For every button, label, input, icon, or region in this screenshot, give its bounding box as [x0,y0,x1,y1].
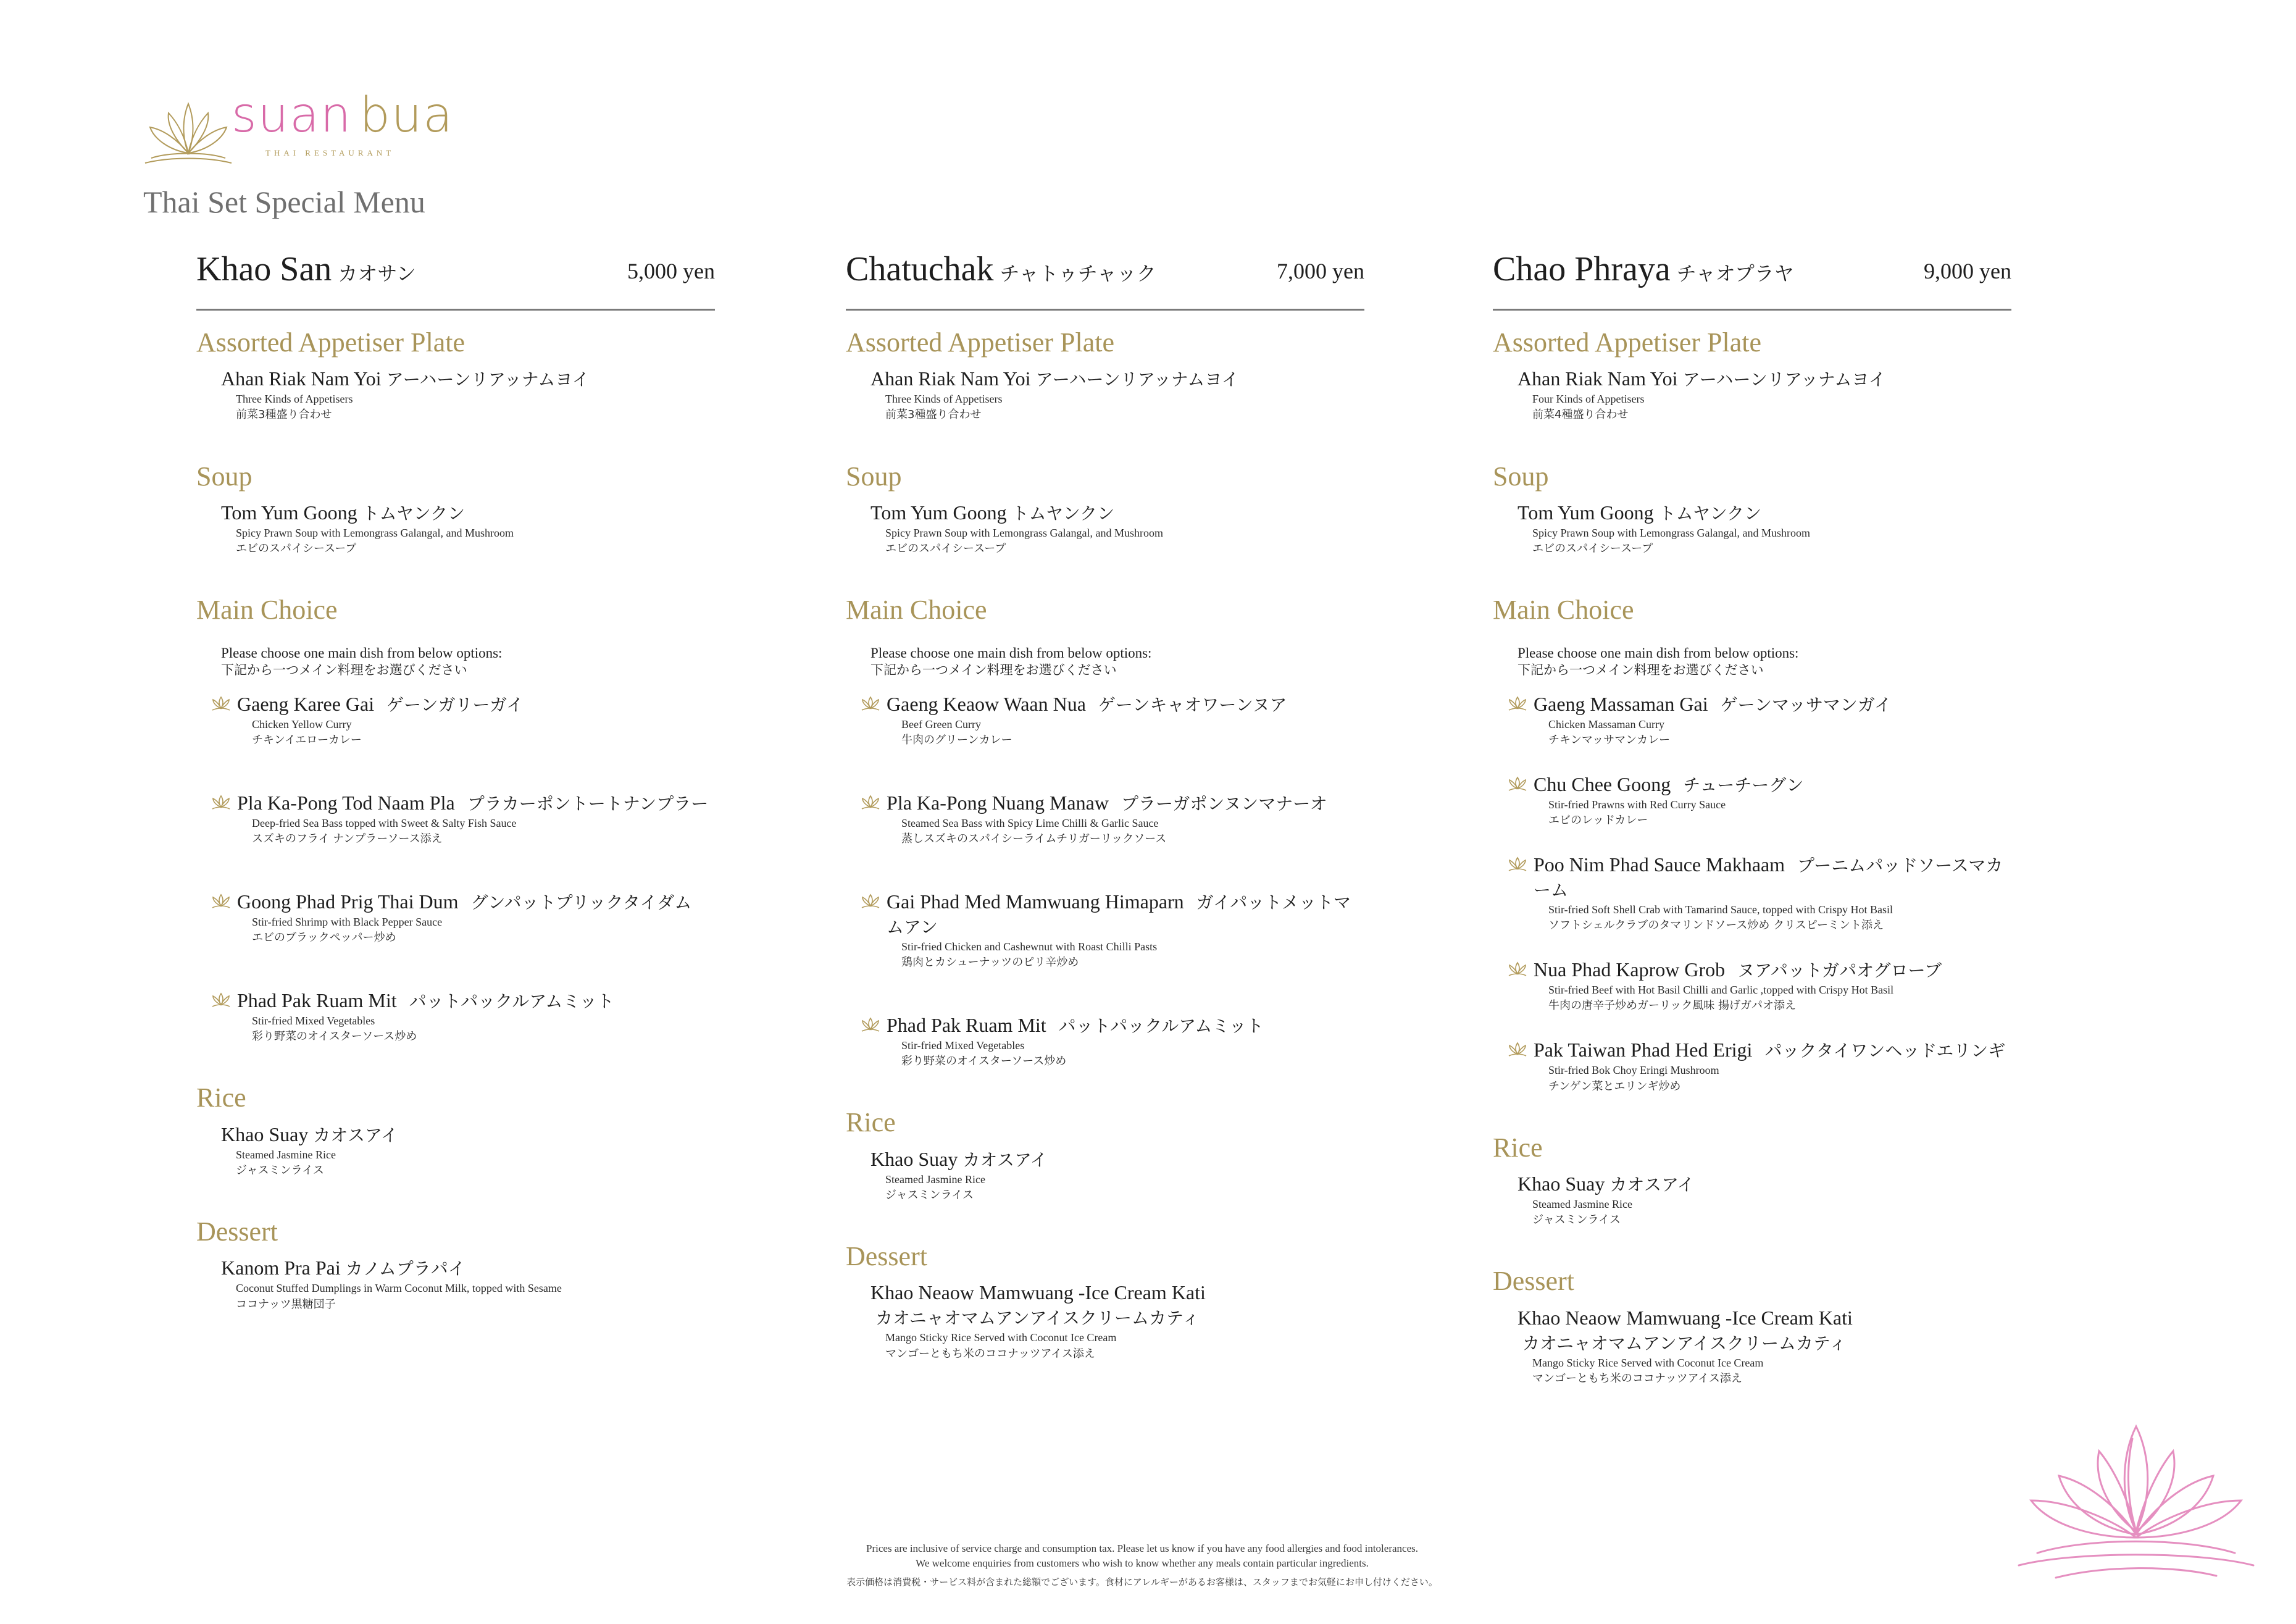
course-name-en: Khao San [196,250,332,288]
section-title: Soup [1493,461,1549,492]
main-choice-option [209,692,715,748]
course-column [846,247,1364,1362]
choice-note-en: Please choose one main dish from below options: [221,645,503,661]
dish-name-en: Phad Pak Ruam Mit [237,989,397,1012]
menu-section [846,1242,1364,1362]
main-choice-option [209,889,715,946]
dish-description-en: Beef Green Curry [901,718,981,730]
dish-name-jp: カオニャオマムアンアイスクリームカティ [875,1308,1200,1329]
dish-name-en: Kanom Pra Pai [221,1257,341,1279]
menu-section [1493,595,2011,1095]
course-price: 9,000 yen [1924,259,2011,283]
dish-description-en: Stir-fried Mixed Vegetables [252,1015,375,1028]
dish-description-en: Stir-fried Prawns with Red Curry Sauce [1548,798,1726,811]
dish-description-en: Deep-fried Sea Bass topped with Sweet & Salty Fish Sauce [252,816,517,829]
dish-name-jp: グンパットプリックタイダム [470,892,692,913]
menu-dish [221,1122,715,1179]
dish-description-jp: ジャスミンライス [236,1163,324,1177]
dish-name-en: Khao Suay [870,1147,958,1170]
menu-section [846,462,1364,558]
restaurant-logo [139,88,460,178]
dish-name [870,500,1364,525]
dish-name-jp: プラカーポントートナンプラー [467,793,709,814]
dish-description-en: Steamed Sea Bass with Spicy Lime Chilli & Garlic Sauce [901,816,1159,829]
choice-note [870,644,1364,679]
dish-name-en: Khao Neaow Mamwuang -Ice Cream Kati [1517,1306,1853,1329]
dish-name [887,692,1364,716]
main-choice-option [1505,852,2011,934]
main-choice-option [1505,692,2011,748]
lotus-bullet-icon [1505,776,1530,792]
dish-name-en: Pla Ka-Pong Nuang Manaw [887,791,1109,814]
dish-description-en: Steamed Jasmine Rice [885,1173,985,1186]
lotus-bullet-icon [1505,1041,1530,1057]
dish-name-en: Ahan Riak Nam Yoi [1517,367,1678,390]
dish-description-en: Spicy Prawn Soup with Lemongrass Galangal, and Mushroom [1532,526,1810,539]
dish-description-jp: マンゴーともち米のココナッツアイス添え [1532,1371,1742,1385]
dish-name-en: Khao Neaow Mamwuang -Ice Cream Kati [870,1281,1206,1304]
section-title: Main Choice [1493,595,1634,626]
dish-description-en: Spicy Prawn Soup with Lemongrass Galangal, and Mushroom [885,526,1163,539]
dish-description-en: Three Kinds of Appetisers [236,393,353,406]
dish-name [1517,1305,2011,1355]
menu-section [196,1217,715,1313]
dish-name-en: Chu Chee Goong [1534,772,1671,795]
course-column [196,247,715,1313]
menu-dish [221,1255,715,1312]
dish-description-jp: ジャスミンライス [885,1188,974,1202]
dish-description-en: Stir-fried Bok Choy Eringi Mushroom [1548,1064,1719,1077]
section-title: Dessert [846,1241,927,1272]
dish-name [1534,957,2011,982]
dish-name [221,500,715,525]
lotus-bullet-icon [209,695,233,711]
section-title: Soup [196,461,253,492]
dish-name-jp: パットパックルアムミット [1058,1016,1264,1037]
dish-name [221,366,715,391]
dish-description-jp: チンゲン菜とエリンギ炒め [1548,1079,1681,1093]
dish-name-en: Gaeng Karee Gai [237,692,375,715]
menu-dish [1517,1171,2011,1228]
dish-name-en: Nua Phad Kaprow Grob [1534,958,1726,981]
dish-description-jp: 前菜3種盛り合わせ [885,408,982,422]
dish-description-jp: 牛肉の唐辛子炒めガーリック風味 揚げガパオ添え [1548,999,1796,1013]
dish-description-jp: チキンイエローカレー [252,733,362,747]
main-choice-option [858,1013,1364,1069]
menu-section [196,328,715,424]
dish-name [1517,366,2011,391]
menu-dish [221,366,715,423]
dish-name [1534,772,2011,797]
dish-name-jp: ゲーンキャオワーンヌア [1098,694,1287,715]
dish-name-en: Pla Ka-Pong Tod Naam Pla [237,791,455,814]
brand-name [232,88,454,143]
dish-name-jp: カノムプラパイ [345,1258,465,1279]
section-title: Assorted Appetiser Plate [846,327,1115,358]
dish-name-en: Gaeng Keaow Waan Nua [887,692,1086,715]
dish-name [887,1013,1364,1037]
dish-name-en: Gai Phad Med Mamwuang Himaparn [887,890,1184,913]
choice-note-jp: 下記から一つメイン料理をお選びください [221,663,467,678]
menu-dish [1517,500,2011,557]
course-name [846,249,1156,289]
course-name [196,249,416,289]
dish-name [887,790,1364,815]
menu-section [846,595,1364,1069]
choice-note-jp: 下記から一つメイン料理をお選びください [870,663,1117,678]
dish-name [237,988,715,1013]
course-column [1493,247,2011,1387]
course-name-jp: チャトゥチャック [1000,262,1156,285]
dish-name-jp: ガイパットメットマムアン [887,892,1351,938]
dish-description-jp: マンゴーともち米のココナッツアイス添え [885,1347,1095,1360]
course-header [1493,247,2011,311]
dish-name-jp: カオスアイ [962,1149,1048,1170]
dish-name [887,889,1364,939]
dish-name [870,366,1364,391]
dish-name [237,790,715,815]
dish-name-jp: パックタイワンヘッドエリンギ [1764,1040,2006,1061]
course-header [846,247,1364,311]
menu-dish [870,1147,1364,1203]
dish-description-jp: チキンマッサマンカレー [1548,733,1671,747]
choice-note-en: Please choose one main dish from below options: [870,645,1152,661]
footer-line-2: We welcome enquiries from customers who wish to know whether any meals contain particular ingredients. [916,1557,1369,1569]
section-title: Main Choice [846,595,987,626]
menu-section [196,1083,715,1179]
dish-name-en: Ahan Riak Nam Yoi [221,367,382,390]
lotus-bullet-icon [1505,961,1530,977]
menu-section [1493,1133,2011,1229]
dish-description-en: Four Kinds of Appetisers [1532,393,1645,406]
choice-note-jp: 下記から一つメイン料理をお選びください [1517,663,1764,678]
dish-description-en: Stir-fried Beef with Hot Basil Chilli and Garlic ,topped with Crispy Hot Basil [1548,984,1894,997]
page-title: Thai Set Special Menu [143,185,425,219]
dish-description-en: Mango Sticky Rice Served with Coconut Ice Cream [885,1331,1117,1344]
dish-description-jp: スズキのフライ ナンプラーソース添え [252,832,443,846]
main-choice-option [209,988,715,1045]
dish-name [221,1255,715,1280]
dish-description-jp: エビのスパイシースープ [236,542,357,556]
dish-name-jp: ゲーンガリーガイ [386,694,524,715]
course-price: 7,000 yen [1277,259,1364,283]
menu-dish [870,500,1364,557]
menu-section [1493,328,2011,424]
dish-name [870,1147,1364,1171]
lotus-flower-icon [2000,1414,2272,1599]
dish-name-jp: アーハーンリアッナムヨイ [1035,369,1239,390]
dish-description-en: Three Kinds of Appetisers [885,393,1003,406]
lotus-bullet-icon [1505,856,1530,872]
footer-line-jp: 表示価格は消費税・サービス料が含まれた総額でございます。食材にアレルギーがあるお客様は、スタッフまでお気軽にお申し付けください。 [846,1576,1438,1588]
course-price: 5,000 yen [627,259,715,283]
menu-dish [870,366,1364,423]
brand-name-part1: suan [232,88,353,143]
dish-description-jp: エビのブラックペッパー炒め [252,931,396,945]
dish-description-en: Stir-fried Soft Shell Crab with Tamarind Sauce, topped with Crispy Hot Basil [1548,903,1893,916]
footer-notice [617,1541,1667,1589]
dish-description-jp: 彩り野菜のオイスターソース炒め [252,1030,417,1044]
menu-section [196,595,715,1045]
dish-description-en: Spicy Prawn Soup with Lemongrass Galangal, and Mushroom [236,526,514,539]
section-title: Assorted Appetiser Plate [196,327,465,358]
dish-name [1534,692,2011,716]
lotus-bullet-icon [858,794,883,810]
dish-description-jp: 鶏肉とカシューナッツのピリ辛炒め [901,956,1079,969]
dish-name-en: Tom Yum Goong [221,501,357,524]
dish-description-jp: 蒸しスズキのスパイシーライムチリガーリックソース [901,832,1167,846]
main-choice-option [1505,772,2011,829]
course-name [1493,249,1794,289]
dish-name-en: Goong Phad Prig Thai Dum [237,890,459,913]
main-choice-option [858,692,1364,748]
dish-description-jp: 牛肉のグリーンカレー [901,733,1012,747]
section-title: Rice [1493,1132,1543,1163]
course-name-en: Chao Phraya [1493,250,1671,288]
dish-description-en: Chicken Massaman Curry [1548,718,1664,730]
dish-name [237,692,715,716]
dish-name-en: Khao Suay [1517,1173,1605,1195]
dish-name-jp: トムヤンクン [1011,503,1115,524]
dish-description-en: Coconut Stuffed Dumplings in Warm Coconut Milk, topped with Sesame [236,1282,562,1295]
dish-name [1534,852,2011,902]
lotus-logo-icon [139,91,238,172]
lotus-bullet-icon [209,992,233,1008]
dish-name-en: Tom Yum Goong [870,501,1007,524]
dish-name-jp: パットパックルアムミット [409,991,614,1012]
dish-name [1534,1037,2011,1062]
lotus-bullet-icon [858,695,883,711]
dish-description-en: Stir-fried Chicken and Cashewnut with Roast Chilli Pasts [901,940,1158,953]
dish-name-jp: ゲーンマッサマンガイ [1720,694,1892,715]
dish-name-en: Tom Yum Goong [1517,501,1654,524]
lotus-bullet-icon [858,893,883,909]
dish-description-jp: 前菜4種盛り合わせ [1532,408,1629,422]
course-name-en: Chatuchak [846,250,994,288]
dish-description-en: Stir-fried Mixed Vegetables [901,1039,1025,1052]
dish-name-jp: トムヤンクン [362,503,465,524]
choice-note [221,644,715,679]
main-choice-option [858,889,1364,971]
dish-name-jp: トムヤンクン [1658,503,1762,524]
section-title: Rice [196,1082,246,1113]
dish-description-jp: ココナッツ黒糖団子 [236,1297,336,1311]
brand-subtitle: THAI RESTAURANT [265,148,395,157]
dish-name-en: Poo Nim Phad Sauce Makhaam [1534,853,1785,876]
dish-description-en: Stir-fried Shrimp with Black Pepper Sauce [252,916,443,929]
dish-name-en: Phad Pak Ruam Mit [887,1014,1046,1037]
section-title: Soup [846,461,902,492]
dish-name [870,1280,1364,1329]
dish-name-en: Ahan Riak Nam Yoi [870,367,1031,390]
brand-name-part2: bua [359,88,454,143]
main-choice-option [858,790,1364,847]
course-header [196,247,715,311]
main-choice-option [1505,957,2011,1014]
section-title: Rice [846,1107,896,1138]
dish-name [1517,1171,2011,1196]
main-choice-option [1505,1037,2011,1094]
dish-name-jp: チューチーグン [1683,774,1804,795]
lotus-bullet-icon [1505,695,1530,711]
dish-name-jp: プーニムパッドソースマカーム [1534,855,2003,901]
menu-section [846,328,1364,424]
choice-note-en: Please choose one main dish from below options: [1517,645,1799,661]
lotus-bullet-icon [209,794,233,810]
menu-dish [1517,1305,2011,1387]
footer-line-1: Prices are inclusive of service charge and consumption tax. Please let us know if you have any food allergies and food intolerances. [866,1542,1418,1554]
dish-description-en: Steamed Jasmine Rice [1532,1198,1632,1211]
dish-name-jp: カオニャオマムアンアイスクリームカティ [1522,1333,1847,1354]
dish-name-en: Gaeng Massaman Gai [1534,692,1708,715]
dish-description-en: Steamed Jasmine Rice [236,1148,336,1161]
section-title: Dessert [1493,1266,1574,1297]
menu-section [1493,1266,2011,1387]
dish-description-jp: ソフトシェルクラブのタマリンドソース炒め クリスピーミント添え [1548,919,1884,932]
dish-description-jp: ジャスミンライス [1532,1213,1621,1227]
dish-name [237,889,715,914]
dish-name-en: Khao Suay [221,1123,309,1145]
dish-name-jp: プラーガポンヌンマナーオ [1121,793,1327,814]
dish-description-en: Mango Sticky Rice Served with Coconut Ice Cream [1532,1356,1764,1369]
course-name-jp: チャオプラヤ [1676,262,1794,285]
dish-name-jp: アーハーンリアッナムヨイ [386,369,590,390]
menu-dish [870,1280,1364,1362]
dish-name [1517,500,2011,525]
course-name-jp: カオサン [338,262,416,285]
lotus-bullet-icon [858,1016,883,1032]
dish-name-jp: アーハーンリアッナムヨイ [1682,369,1886,390]
section-title: Assorted Appetiser Plate [1493,327,1762,358]
choice-note [1517,644,2011,679]
main-choice-option [209,790,715,847]
dish-description-jp: エビのレッドカレー [1548,814,1648,827]
menu-section [196,462,715,558]
menu-section [1493,462,2011,558]
section-title: Dessert [196,1216,278,1247]
dish-description-jp: 彩り野菜のオイスターソース炒め [901,1055,1067,1068]
dish-name-jp: カオスアイ [1609,1174,1695,1195]
dish-description-en: Chicken Yellow Curry [252,718,352,730]
dish-description-jp: エビのスパイシースープ [1532,542,1653,556]
dish-name-jp: ヌアパットガパオグローブ [1737,960,1942,981]
dish-description-jp: 前菜3種盛り合わせ [236,408,332,422]
dish-name-en: Pak Taiwan Phad Hed Erigi [1534,1039,1753,1061]
section-title: Main Choice [196,595,338,626]
dish-description-jp: エビのスパイシースープ [885,542,1006,556]
dish-name [221,1122,715,1147]
dish-name-jp: カオスアイ [313,1124,398,1145]
lotus-bullet-icon [209,893,233,909]
menu-dish [221,500,715,557]
menu-section [846,1108,1364,1203]
menu-dish [1517,366,2011,423]
